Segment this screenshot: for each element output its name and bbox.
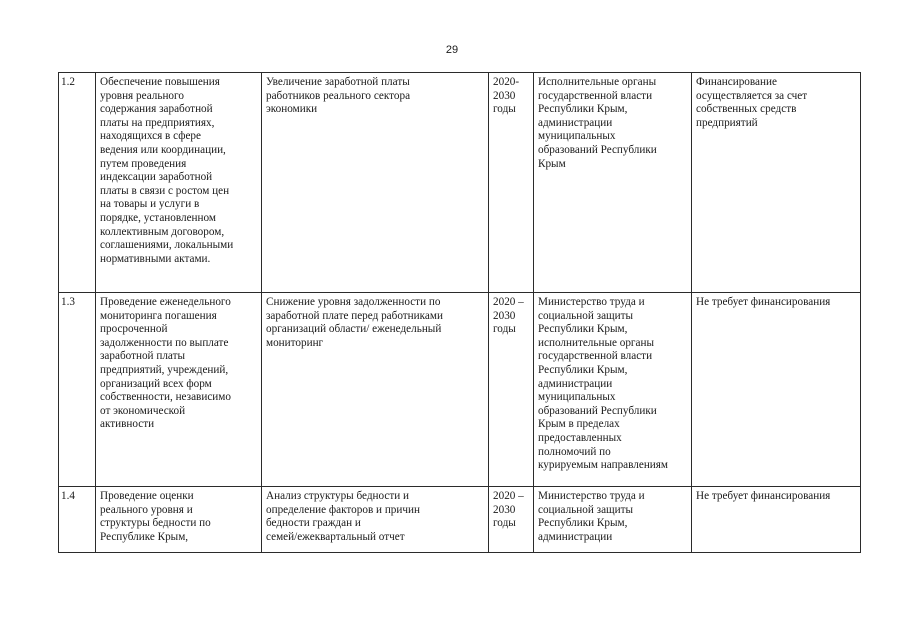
measures-table (58, 72, 861, 553)
measure-cell: Обеспечение повышения уровня реального содержания заработной платы на предприятиях, находящихся в сфере ведения или координации, путем проведения индексации заработной платы в связи с ростом цен на товары и услуги в порядке, установленном коллективным договором, соглашениями, локальными нормативными актами. (96, 73, 262, 293)
measure-cell: Проведение еженедельного мониторинга погашения просроченной задолженности по выплате заработной платы предприятий, учреждений, организаций всех форм собственности, независимо от экономической активности (96, 293, 262, 487)
financing-cell: Не требует финансирования (692, 293, 861, 487)
table-row (59, 73, 861, 293)
period-cell: 2020 – 2030 годы (489, 487, 534, 553)
table-row (59, 293, 861, 487)
page-number: 29 (445, 44, 459, 56)
result-cell: Снижение уровня задолженности по заработной плате перед работниками организаций области/ еженедельный мониторинг (262, 293, 489, 487)
measure-cell: Проведение оценки реального уровня и структуры бедности по Республике Крым, (96, 487, 262, 553)
period-cell: 2020- 2030 годы (489, 73, 534, 293)
executors-cell: Министерство труда и социальной защиты Республики Крым, администрации (534, 487, 692, 553)
financing-cell: Финансирование осуществляется за счет собственных средств предприятий (692, 73, 861, 293)
executors-cell: Исполнительные органы государственной власти Республики Крым, администрации муниципальных образований Республики Крым (534, 73, 692, 293)
row-number: 1.4 (59, 487, 96, 553)
result-cell: Анализ структуры бедности и определение факторов и причин бедности граждан и семей/ежеквартальный отчет (262, 487, 489, 553)
table-row (59, 487, 861, 553)
result-cell: Увеличение заработной платы работников реального сектора экономики (262, 73, 489, 293)
row-number: 1.2 (59, 73, 96, 293)
executors-cell: Министерство труда и социальной защиты Республики Крым, исполнительные органы государственной власти Республики Крым, администрации муниципальных образований Республики Крым в пределах предоставленных полномочий по курируемым направлениям (534, 293, 692, 487)
period-cell: 2020 – 2030 годы (489, 293, 534, 487)
row-number: 1.3 (59, 293, 96, 487)
financing-cell: Не требует финансирования (692, 487, 861, 553)
